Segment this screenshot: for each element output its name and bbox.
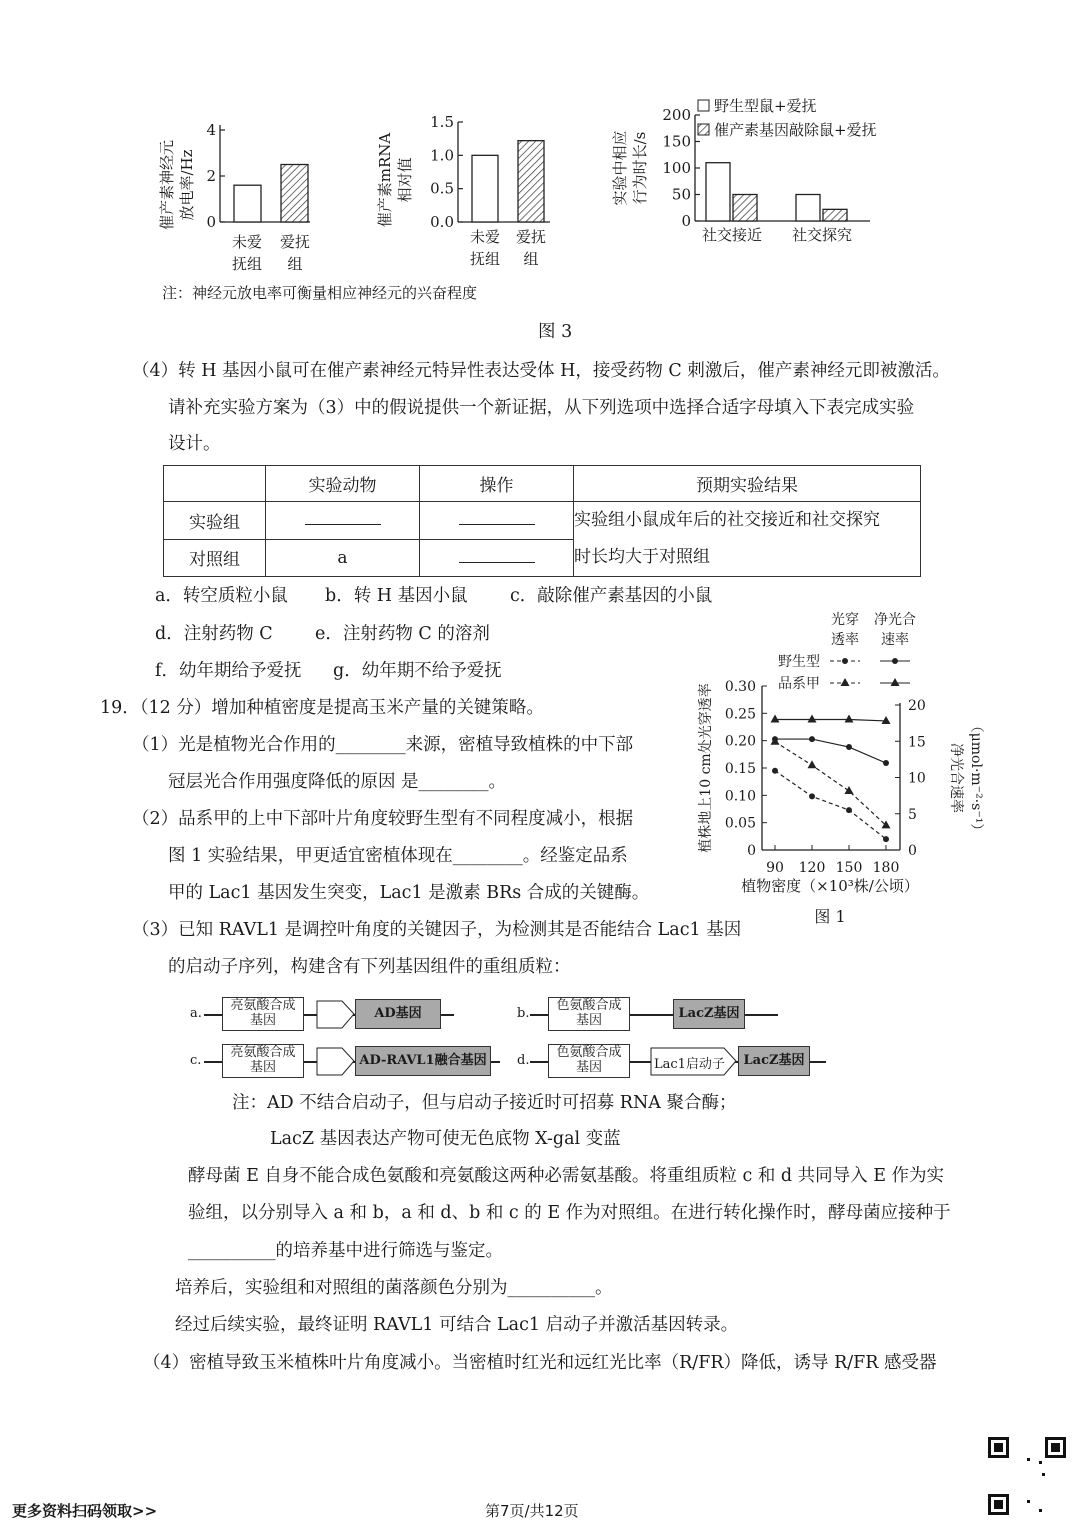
data-point [772,768,778,774]
chart3-bar-explore-ko [823,209,847,221]
y-tick-label: 0.5 [430,179,454,198]
qr-module [1042,1473,1045,1476]
left-tick-label: 0.05 [724,815,756,832]
construct-b-lacz-gene: LacZ基因 [673,999,745,1029]
page-number: 第7页/共12页 [485,1502,579,1520]
figure1-chart [690,608,1020,933]
construct-b-trp-gene: 色氨酸合成 基因 [548,997,630,1031]
right-tick-label: 10 [908,770,926,787]
experiment-table [163,465,921,577]
data-point [882,820,891,828]
q19-p1b: 冠层光合作用强度降低的原因 是________。 [168,772,507,792]
chart1-xlabel-2b: 组 [287,255,303,273]
data-point [772,736,778,742]
data-point [771,715,780,723]
table-header-empty [164,466,266,502]
ylabel-left: 植株地上10 cm处光穿透率 [698,683,714,853]
y-tick-label: 0 [681,212,691,230]
chart3 [611,97,877,244]
q19-note1: 注：AD 不结合启动子，但与启动子接近时可招募 RNA 聚合酶； [232,1093,737,1113]
construct-d-trp-gene: 色氨酸合成 基因 [548,1044,630,1078]
qr-finder [1051,1443,1060,1452]
option-d: d．注射药物 C [155,624,273,644]
chart2-xlabel-2b: 组 [523,250,539,268]
construct-c-leu-gene: 亮氨酸合成 基因 [222,1044,304,1078]
q19-p3e: __________的培养基中进行筛选与鉴定。 [188,1241,503,1261]
table-header-result: 预期实验结果 [574,466,921,502]
y-tick-label: 0.0 [430,213,454,231]
chart3-legend-wt: 野生型鼠+爱抚 [714,97,817,115]
q4-line2: 请补充实验方案为（3）中的假说提供一个新证据，从下列选项中选择合适字母填入下表完成实验 [168,398,915,418]
left-tick-label: 0.25 [724,706,756,723]
chart1-ylabel: 催产素神经元 放电率/Hz [158,139,196,231]
q4-line1: （4）转 H 基因小鼠可在催产素神经元特异性表达受体 H，接受药物 C 刺激后，催产素神经元即被激活。 [132,361,950,381]
y-tick-label: 1.0 [430,146,454,165]
option-a: a．转空质粒小鼠 [155,586,288,606]
q19-p2a: （2）品系甲的上中下部叶片角度较野生型有不同程度减小，根据 [132,809,634,829]
q19-p2c: 甲的 Lac1 基因发生突变，Lac1 是激素 BRs 合成的关键酶。 [168,883,650,903]
chart3-bar-approach-wt [706,163,730,221]
construct-a-promoter-arrow [316,1000,356,1030]
ylabel-right-unit: （μmol·m⁻²·s⁻¹） [968,718,984,838]
figure3-note: 注：神经元放电率可衡量相应神经元的兴奋程度 [162,284,478,302]
table-row1-operation[interactable] [420,502,574,540]
data-point [845,715,854,723]
q19-p3c: 酵母菌 E 自身不能合成色氨酸和亮氨酸这两种必需氨基酸。将重组质粒 c 和 d 共同导入 E 作为实 [188,1166,945,1186]
qr-finder [994,1500,1003,1509]
y-tick-label: 2 [206,167,216,185]
legend-header-photosynthesis-2: 速率 [881,632,909,648]
data-point [883,760,889,766]
chart2-ylabel: 催产素mRNA 相对值 [376,132,414,228]
figure3-caption: 图 3 [538,322,573,342]
data-point [845,786,854,794]
chart1-xlabel-1b: 抚组 [231,255,263,273]
table-row1-label: 实验组 [164,502,266,540]
left-tick-label: 0.15 [724,761,756,777]
q19-p2b: 图 1 实验结果，甲更适宜密植体现在________。经鉴定品系 [168,846,628,866]
q19-p1a: （1）光是植物光合作用的________来源，密植导致植株的中下部 [132,735,634,755]
q19-title: 19．（12 分）增加种植密度是提高玉米产量的关键策略。 [100,698,544,718]
answer-blank[interactable] [459,510,535,525]
legend-header-photosynthesis: 净光合 [874,612,916,628]
q19-p3f: 培养后，实验组和对照组的菌落颜色分别为__________。 [175,1278,613,1298]
construct-b-label: b. [517,1006,530,1021]
result-line2: 时长均大于对照组 [574,547,710,567]
q19-p3a: （3）已知 RAVL1 是调控叶角度的关键因子，为检测其是否能结合 Lac1 基因 [132,920,742,940]
series-line [775,739,886,763]
data-point [809,793,815,799]
result-line1: 实验组小鼠成年后的社交接近和社交探究 [574,510,880,530]
table-result-cell [574,502,921,577]
construct-a-ad-gene: AD基因 [355,999,441,1029]
q19-p3g: 经过后续实验，最终证明 RAVL1 可结合 Lac1 启动子并激活基因转录。 [175,1315,739,1335]
series-line [775,771,886,839]
option-g: g．幼年期不给予爱抚 [333,661,502,681]
right-tick-label: 15 [908,734,926,751]
figure1-caption: 图 1 [814,907,846,926]
answer-blank[interactable] [459,548,535,563]
y-tick-label: 150 [662,132,691,151]
q19-note2: LacZ 基因表达产物可使无色底物 X-gal 变蓝 [270,1129,621,1149]
construct-d-promoter-label: Lac1启动子 [654,1057,725,1072]
construct-d-lacz-gene: LacZ基因 [738,1046,810,1076]
x-tick-label: 180 [872,860,900,876]
right-tick-label: 5 [908,806,917,823]
construct-a-leu-gene: 亮氨酸合成 基因 [222,997,304,1031]
left-tick-label: 0.30 [724,679,756,695]
legend-markers [830,658,910,686]
chart2-bar-unpetted [472,155,498,222]
left-tick-label: 0.20 [724,733,756,750]
table-row2-label: 对照组 [164,539,266,577]
series-line [775,720,886,721]
series-line [775,742,886,826]
q19-p4a: （4）密植导致玉米植株叶片角度减小。当密植时红光和远红光比率（R/FR）降低，诱导 R/FR 感受器 [143,1353,937,1373]
right-tick-label: 20 [908,698,926,714]
y-tick-label: 1.5 [430,113,454,131]
chart3-bar-explore-wt [796,195,820,222]
chart1-xlabel-1: 未爱 [231,233,263,251]
qr-module [1039,1461,1042,1464]
qr-finder [994,1443,1003,1452]
construct-c-promoter-arrow [316,1047,356,1077]
x-tick-label: 90 [766,860,784,876]
legend-row-strainA: 品系甲 [778,676,820,692]
q19-p3d: 验组，以分别导入 a 和 b，a 和 d、b 和 c 的 E 作为对照组。在进行转化操作时，酵母菌应接种于 [188,1203,951,1223]
table-row1-animal[interactable] [266,502,420,540]
table-row2-animal: a [266,539,420,577]
option-c: c．敲除催产素基因的小鼠 [510,586,713,606]
table-header-animal: 实验动物 [266,466,420,502]
chart1-xlabel-2: 爱抚 [279,233,311,251]
data-point [846,744,852,750]
q19-p3b: 的启动子序列，构建含有下列基因组件的重组质粒： [168,957,571,977]
chart1-bar-petted [281,165,308,223]
chart3-xlabel-1: 社交接近 [701,226,763,244]
qr-code-icon[interactable] [988,1437,1066,1515]
construct-a-label: a. [190,1006,202,1021]
left-tick-label: 0 [747,843,756,859]
y-tick-label: 50 [671,185,691,204]
ylabel-right: 净光合速率 [948,743,964,813]
data-point [808,715,817,723]
y-tick-label: 100 [662,159,691,177]
legend-header-transmittance-2: 透率 [831,632,859,648]
data-point [846,807,852,813]
table-header-operation: 操作 [420,466,574,502]
construct-d-label: d. [517,1053,530,1068]
option-e: e．注射药物 C 的溶剂 [315,624,490,644]
chart3-xlabel-2: 社交探究 [791,226,853,244]
footer-left-link[interactable]: 更多资料扫码领取>> [12,1502,158,1520]
y-tick-label: 0 [206,213,216,231]
construct-c-label: c. [190,1053,202,1068]
option-b: b．转 H 基因小鼠 [325,586,468,606]
answer-blank[interactable] [305,510,381,525]
chart3-legend-swatch-ko [698,124,709,135]
qr-module [1027,1500,1030,1503]
qr-module [1039,1509,1042,1512]
right-tick-label: 0 [908,843,917,859]
chart2-bar-petted [518,141,544,222]
chart3-legend-swatch-wt [698,100,709,111]
legend-row-wildtype: 野生型 [778,654,820,670]
chart2-xlabel-1: 未爱 [469,228,501,246]
y-tick-label: 4 [206,121,216,139]
legend-header-transmittance: 光穿 [831,612,859,628]
chart1 [158,121,310,273]
q4-line3: 设计。 [168,434,221,454]
chart3-legend-ko: 催产素基因敲除鼠+爱抚 [714,121,877,139]
x-tick-label: 120 [798,860,826,876]
x-tick-label: 150 [835,860,863,876]
qr-module [1027,1458,1030,1461]
data-point [883,836,889,842]
construct-c-adravl-gene: AD-RAVL1融合基因 [355,1046,491,1076]
chart2-xlabel-2: 爱抚 [515,228,547,246]
data-point [809,736,815,742]
option-f: f．幼年期给予爱抚 [155,661,302,681]
y-tick-label: 200 [662,106,691,124]
chart2 [376,113,550,268]
left-tick-label: 0.10 [724,788,756,805]
table-row2-operation[interactable] [420,539,574,577]
chart2-xlabel-1b: 抚组 [469,250,501,268]
chart3-bar-approach-ko [733,195,757,222]
figure3-charts [150,95,910,280]
chart1-bar-unpetted [234,185,261,222]
data-point [882,716,891,724]
chart3-ylabel: 实验中相应 行为时长/s [611,130,649,206]
data-point [808,760,817,768]
xlabel: 植物密度（×10³株/公顷） [741,877,919,895]
